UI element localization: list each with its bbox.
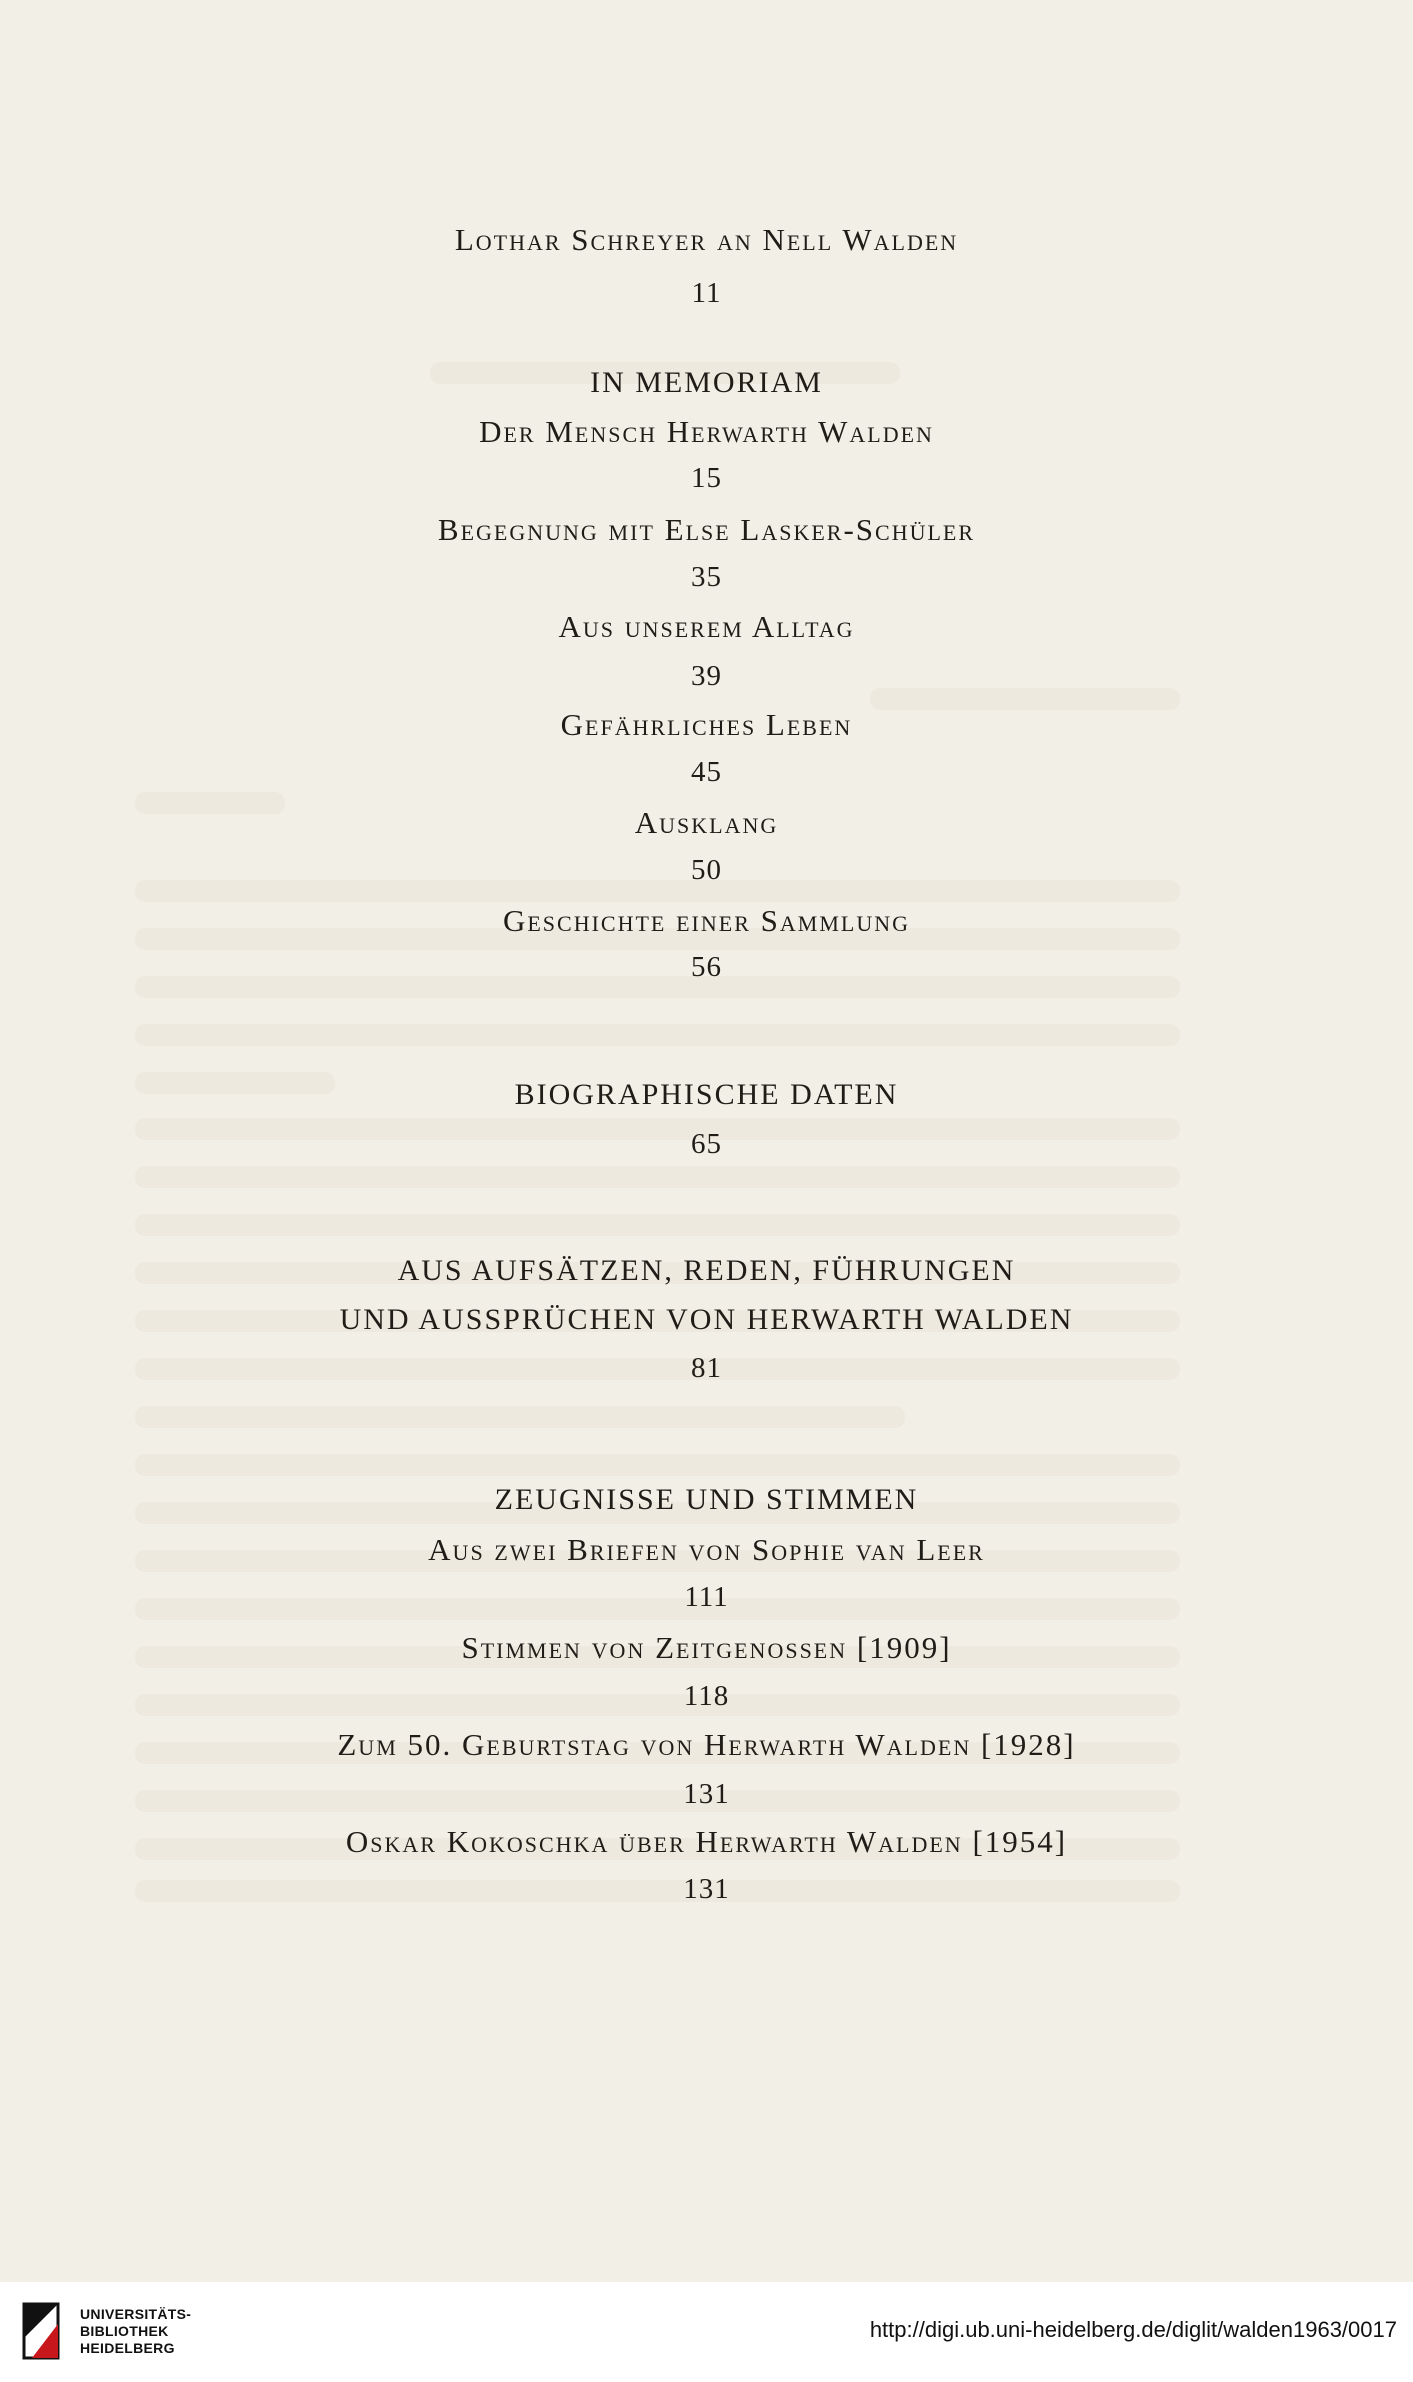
toc-entry-page: 45 bbox=[691, 756, 722, 788]
toc-section-heading: ZEUGNISSE UND STIMMEN bbox=[494, 1483, 919, 1516]
toc-entry-title: Oskar Kokoschka über Herwarth Walden [1954] bbox=[345, 1824, 1068, 1859]
source-url[interactable]: http://digi.ub.uni-heidelberg.de/diglit/walden1963/0017 bbox=[869, 2317, 1397, 2342]
toc-entry-page: 65 bbox=[691, 1128, 722, 1160]
toc-entry-title: Lothar Schreyer an Nell Walden bbox=[454, 222, 959, 257]
toc-entry-page: 15 bbox=[691, 462, 722, 494]
toc-entry-page: 39 bbox=[691, 660, 722, 692]
toc-entry-title: Der Mensch Herwarth Walden bbox=[479, 414, 934, 449]
logo-text-line: HEIDELBERG bbox=[80, 2340, 175, 2356]
library-logo-text bbox=[80, 2306, 191, 2357]
toc-entry-page: 11 bbox=[691, 277, 722, 309]
logo-text-line: UNIVERSITÄTS- bbox=[80, 2306, 192, 2322]
logo-text-line: BIBLIOTHEK bbox=[80, 2323, 169, 2339]
toc-entry-page: 131 bbox=[683, 1778, 730, 1810]
toc-entry-page: 131 bbox=[683, 1873, 730, 1905]
toc-entry-title: Ausklang bbox=[634, 805, 779, 840]
toc-section-heading: BIOGRAPHISCHE DATEN bbox=[514, 1078, 899, 1111]
toc-entry-title: Begegnung mit Else Lasker-Schüler bbox=[437, 512, 976, 547]
toc-section-heading: UND AUSSPRÜCHEN VON HERWARTH WALDEN bbox=[339, 1303, 1074, 1336]
library-logo-icon bbox=[18, 2298, 68, 2364]
toc-entry-page: 111 bbox=[684, 1581, 729, 1613]
toc-entry-page: 118 bbox=[683, 1680, 730, 1712]
toc-entry-title: Zum 50. Geburtstag von Herwarth Walden [1928] bbox=[337, 1727, 1076, 1762]
toc-entry-page: 56 bbox=[691, 951, 722, 983]
toc-entry-title: Aus unserem Alltag bbox=[558, 609, 855, 644]
toc-section-heading: AUS AUFSÄTZEN, REDEN, FÜHRUNGEN bbox=[397, 1254, 1016, 1287]
toc-entry-title: Geschichte einer Sammlung bbox=[502, 903, 910, 938]
toc-entry-title: Gefährliches Leben bbox=[560, 707, 853, 742]
toc-entry-page: 50 bbox=[691, 854, 722, 886]
toc-entry-title: Aus zwei Briefen von Sophie van Leer bbox=[428, 1532, 985, 1567]
toc-entry-title: Stimmen von Zeitgenossen [1909] bbox=[461, 1630, 952, 1665]
toc-section-heading: IN MEMORIAM bbox=[590, 366, 823, 399]
toc-entry-page: 81 bbox=[691, 1352, 722, 1384]
toc-entry-page: 35 bbox=[691, 561, 722, 593]
